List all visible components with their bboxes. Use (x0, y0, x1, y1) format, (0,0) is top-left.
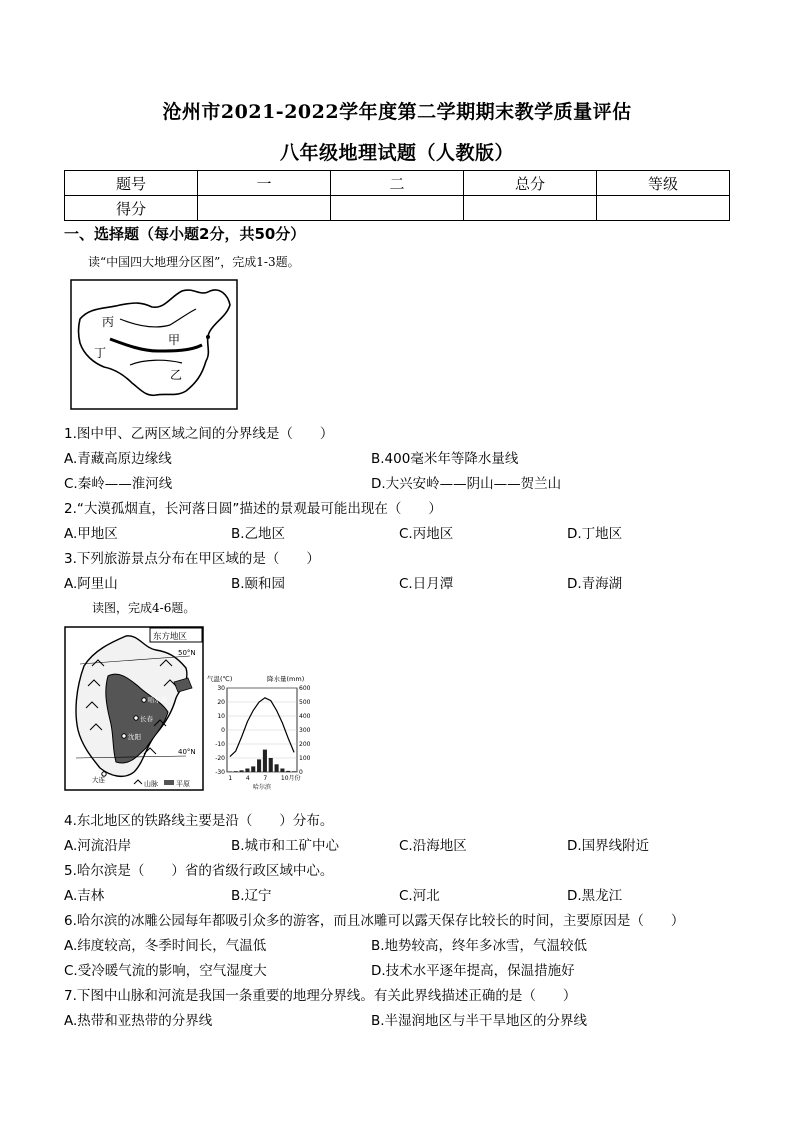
region-label: 丁 (94, 346, 107, 360)
tick-label: 1 (228, 775, 233, 782)
answer-option[interactable]: C.日月潭 (399, 576, 454, 592)
precipitation-bar (263, 750, 267, 772)
tick-label: 0 (299, 769, 303, 776)
table-cell: 等级 (597, 171, 730, 196)
china-regions-map (70, 279, 238, 410)
legend-label: 平原 (176, 780, 190, 788)
score-input-cell[interactable] (198, 196, 331, 221)
question-stem: 4.东北地区的铁路线主要是沿（ ）分布。 (64, 813, 334, 829)
tick-label: 0 (221, 727, 225, 734)
precipitation-bar (240, 770, 244, 772)
tick-label: 30 (217, 685, 225, 692)
table-cell: 题号 (65, 171, 198, 196)
map-legend-title: 东方地区 (153, 632, 188, 642)
answer-option[interactable]: C.受冷暖气流的影响，空气湿度大 (64, 963, 267, 979)
answer-option[interactable]: B.地势较高，终年多冰雪，气温较低 (371, 938, 588, 954)
answer-option[interactable]: D.青海湖 (567, 576, 623, 592)
exam-title: 沧州市2021-2022学年度第二学期期末教学质量评估 (162, 101, 632, 123)
precipitation-bar (286, 771, 290, 772)
city-dot (206, 335, 210, 339)
chart-plot-group (207, 674, 311, 791)
score-table-score-row (65, 196, 730, 221)
answer-option[interactable]: B.400毫米年等降水量线 (371, 451, 519, 467)
precipitation-bar (275, 764, 279, 772)
tick-label: 10 (217, 713, 225, 720)
right-axis-title: 降水量(mm) (267, 675, 305, 683)
tick-label: 300 (299, 727, 311, 734)
answer-option[interactable]: B.城市和工矿中心 (231, 838, 340, 854)
city-label: 大连 (92, 776, 105, 784)
city-dot (142, 698, 146, 702)
answer-option[interactable]: A.纬度较高，冬季时间长，气温低 (64, 938, 267, 954)
tick-label: -20 (215, 755, 225, 762)
city-label: 沈阳 (128, 733, 141, 741)
tick-label: -30 (215, 769, 225, 776)
region-label: 甲 (168, 333, 181, 347)
tick-label: 500 (299, 699, 311, 706)
latitude-label: 40°N (178, 748, 196, 756)
score-table-header-row (65, 171, 730, 196)
precipitation-bar (280, 769, 284, 773)
table-cell: 一 (198, 171, 331, 196)
answer-option[interactable]: A.阿里山 (64, 576, 118, 592)
precipitation-bar (228, 771, 232, 772)
answer-option[interactable]: A.河流沿岸 (64, 838, 132, 854)
answer-option[interactable]: A.甲地区 (64, 526, 118, 542)
precipitation-bar (251, 766, 255, 772)
map-frame (71, 280, 237, 409)
table-cell: 得分 (65, 196, 198, 221)
answer-option[interactable]: D.黑龙江 (567, 888, 623, 904)
tick-label: 4 (245, 775, 250, 782)
region-label: 乙 (170, 368, 183, 382)
answer-option[interactable]: B.辽宁 (231, 888, 272, 904)
question-stem: 7.下图中山脉和河流是我国一条重要的地理分界线。有关此界线描述正确的是（ ） (64, 988, 577, 1004)
answer-option[interactable]: D.大兴安岭——阴山——贺兰山 (371, 476, 562, 492)
answer-option[interactable]: C.秦岭——淮河线 (64, 476, 173, 492)
northeast-china-map (64, 626, 204, 791)
city-dot (134, 716, 138, 720)
question-stem: 3.下列旅游景点分布在甲区域的是（ ） (64, 551, 320, 567)
intro-text: 读“中国四大地理分区图”，完成1-3题。 (88, 255, 300, 269)
answer-option[interactable]: A.青藏高原边缘线 (64, 451, 172, 467)
tick-label: 20 (217, 699, 225, 706)
precipitation-bar (269, 758, 273, 772)
left-axis-title: 气温(℃) (207, 675, 233, 683)
question-stem: 5.哈尔滨是（ ）省的省级行政区域中心。 (64, 863, 334, 879)
tick-label: 10月份 (280, 775, 301, 782)
city-label: 长春 (140, 715, 153, 723)
answer-option[interactable]: B.颐和园 (231, 576, 286, 592)
answer-option[interactable]: C.丙地区 (399, 526, 454, 542)
tick-label: 200 (299, 741, 311, 748)
score-table (64, 170, 730, 221)
precipitation-bar (257, 759, 261, 772)
answer-option[interactable]: B.乙地区 (231, 526, 286, 542)
legend-label: 山脉 (144, 780, 158, 788)
score-input-cell[interactable] (464, 196, 597, 221)
question-stem: 1.图中甲、乙两区域之间的分界线是（ ） (64, 426, 334, 442)
answer-option[interactable]: B.半湿润地区与半干旱地区的分界线 (371, 1013, 588, 1029)
tick-label: -10 (215, 741, 225, 748)
table-cell: 二 (331, 171, 464, 196)
station-label: 哈尔滨 (252, 784, 272, 791)
city-dot (122, 734, 126, 738)
tick-label: 100 (299, 755, 311, 762)
question-stem: 6.哈尔滨的冰雕公园每年都吸引众多的游客，而且冰雕可以露天保存比较长的时间，主要原因是（ ） (64, 913, 685, 929)
temperature-line (230, 698, 294, 757)
score-input-cell[interactable] (597, 196, 730, 221)
table-cell: 总分 (464, 171, 597, 196)
answer-option[interactable]: C.河北 (399, 888, 440, 904)
legend-plain-icon (164, 780, 174, 785)
precipitation-bar (245, 769, 249, 773)
region-label: 丙 (102, 315, 115, 329)
answer-option[interactable]: A.吉林 (64, 888, 105, 904)
answer-option[interactable]: A.热带和亚热带的分界线 (64, 1013, 213, 1029)
answer-option[interactable]: D.国界线附近 (567, 838, 650, 854)
section-heading: 一、选择题（每小题2分，共50分） (64, 225, 306, 243)
tick-label: 400 (299, 713, 311, 720)
answer-option[interactable]: D.技术水平逐年提高，保温措施好 (371, 963, 575, 979)
question-stem: 2.“大漠孤烟直，长河落日圆”描述的景观最可能出现在（ ） (64, 501, 442, 517)
score-input-cell[interactable] (331, 196, 464, 221)
latitude-label: 50°N (178, 649, 196, 657)
answer-option[interactable]: D.丁地区 (567, 526, 623, 542)
city-label: 哈尔滨 (148, 696, 168, 704)
climate-chart (205, 672, 330, 792)
answer-option[interactable]: C.沿海地区 (399, 838, 467, 854)
tick-label: 600 (299, 685, 311, 692)
tick-label: 7 (263, 775, 268, 782)
exam-subtitle: 八年级地理试题（人教版） (279, 142, 514, 164)
precipitation-bar (234, 771, 238, 772)
intro-text: 读图，完成4-6题。 (92, 601, 196, 615)
precipitation-bar (292, 771, 296, 772)
